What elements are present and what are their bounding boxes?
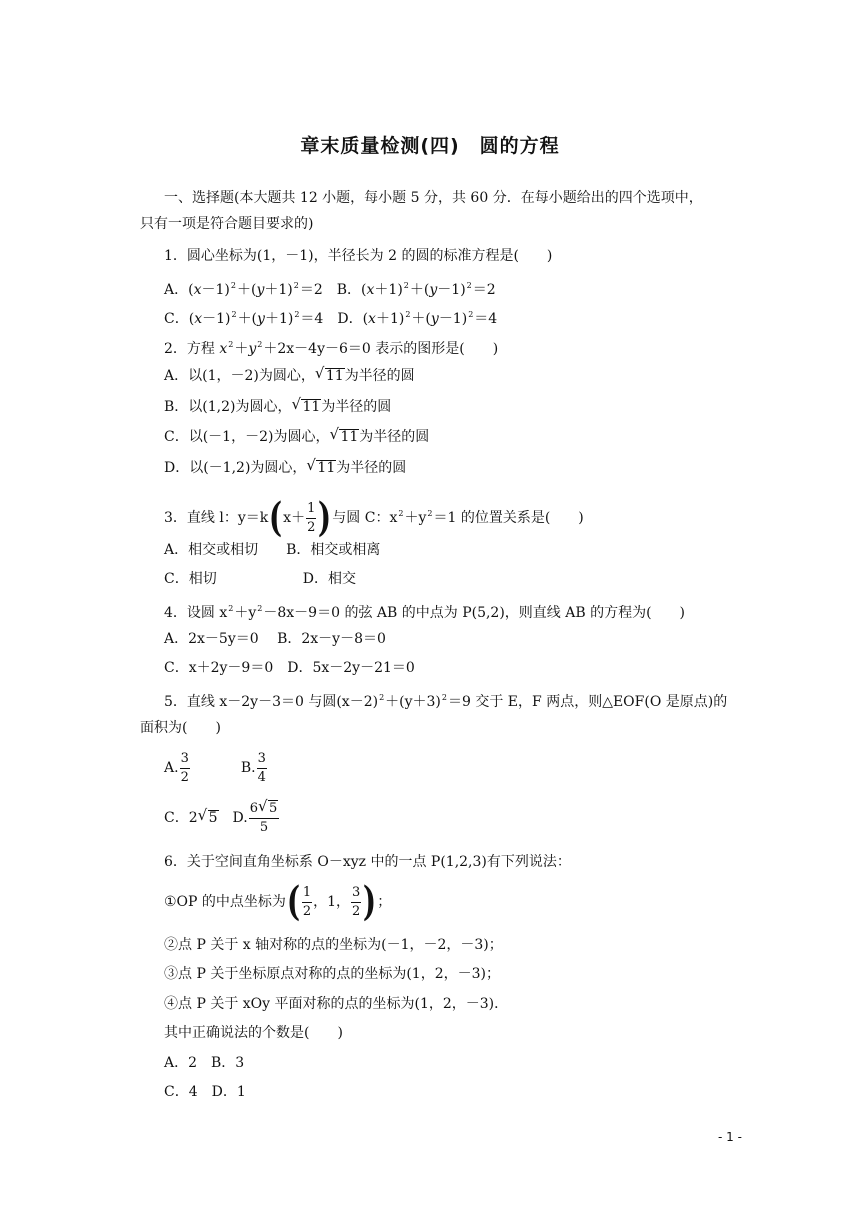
q6-options-cd: C．4 D．1 [164, 1084, 246, 1100]
section-intro-line2: 只有一项是符合题目要求的) [140, 216, 314, 232]
q2-stem: 2．方程 $x^2+y^2+2x-4y-6=0$ 表示的图形是( ) [164, 340, 499, 357]
page-number: - 1 - [718, 1130, 742, 1144]
q2-option-d: D．以(－1,2)为圆心， √ 11为半径的圆 [164, 456, 407, 476]
q2-option-a: A．以(1，－2)为圆心， √ 11为半径的圆 [164, 364, 415, 384]
q2-option-c: C．以(－1，－2)为圆心， √ 11为半径的圆 [164, 425, 430, 445]
q1-options-cd: C．$(x-1)^2+(y+1)^2=4$ D．$(x+1)^2+(y-1)^2=4$ [164, 310, 498, 327]
q2-option-b: B．以(1,2)为圆心， √ 11为半径的圆 [164, 395, 392, 415]
q5-options-cd: C．2 √ 5 D. 6 √ 5 5 [164, 796, 278, 835]
q6-statement-4: ④点 P 关于 xOy 平面对称的点的坐标为(1，2，－3)． [164, 996, 509, 1012]
q6-options-ab: A．2 B．3 [164, 1055, 245, 1071]
q4-options-cd: C．x＋2y－9＝0 D．5x－2y－21＝0 [164, 660, 415, 676]
q6-stem: 6．关于空间直角坐标系 O－xyz 中的一点 P(1,2,3)有下列说法： [164, 854, 571, 870]
q5-stem-line2: 面积为( ) [140, 720, 221, 736]
q3-stem: 3．直线 l：y＝k(x＋ $\frac{1}{2}$ )与圆 C：$x^2+y^2=1$ 的位置关系是( ) [164, 494, 584, 541]
q3-options-ab: A．相交或相切 B．相交或相离 [164, 542, 381, 558]
q6-statement-1: ①OP 的中点坐标为( $\frac{1}{2}$ ，1， $\frac{3}{2}$ )； [164, 878, 392, 925]
q4-stem: 4．设圆 $x^2+y^2-8x-9=0$ 的弦 AB 的中点为 P(5,2)，则直线 AB 的方程为( ) [164, 604, 686, 621]
q1-stem: 1．圆心坐标为(1，－1)，半径长为 2 的圆的标准方程是( ) [164, 248, 553, 264]
q3-options-cd: C．相切 D．相交 [164, 571, 356, 587]
q5-stem: 5．直线 x－2y－3＝0 与圆$(x-2)^2+(y+3)^2=9$ 交于 E，F 两点，则△EOF(O 是原点)的 [164, 693, 728, 710]
section-intro-line1: 一、选择题(本大题共 12 小题，每小题 5 分，共 60 分．在每小题给出的四个选项中， [164, 190, 703, 206]
q4-options-ab: A．2x－5y＝0 B．2x－y－8＝0 [164, 631, 386, 647]
q6-ask: 其中正确说法的个数是( ) [164, 1025, 343, 1041]
q6-statement-3: ③点 P 关于坐标原点对称的点的坐标为(1，2，－3)； [164, 966, 500, 982]
page-title: 章末质量检测(四) 圆的方程 [300, 135, 560, 157]
q5-options-ab: A. $\frac{3}{2}$ B. $\frac{3}{4}$ [164, 750, 266, 785]
q6-statement-2: ②点 P 关于 x 轴对称的点的坐标为(－1，－2，－3)； [164, 937, 503, 953]
q1-options-ab: A．$(x-1)^2+(y+1)^2=2$ B．$(x+1)^2+(y-1)^2=2$ [164, 281, 496, 298]
